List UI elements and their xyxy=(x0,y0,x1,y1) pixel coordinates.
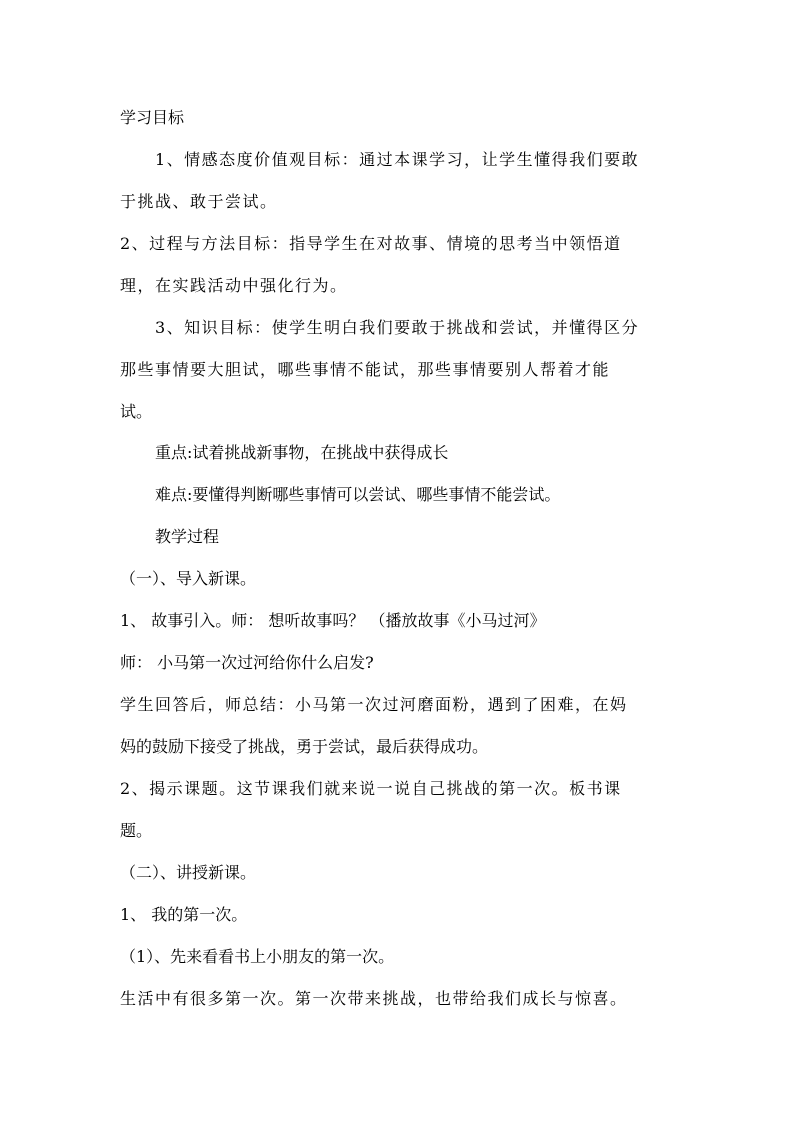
summary-line-1: 学生回答后，师总结：小马第一次过河磨面粉，遇到了困难，在妈 xyxy=(120,695,628,714)
my-first-time: 1、 我的第一次。 xyxy=(120,905,248,924)
section-heading-learning-goals: 学习目标 xyxy=(120,108,185,127)
goal-2-line-1: 2、过程与方法目标：指导学生在对故事、情境的思考当中领悟道 xyxy=(120,234,622,253)
topic-line-2: 题。 xyxy=(120,821,153,840)
summary-line-2: 妈的鼓励下接受了挑战，勇于尝试，最后获得成功。 xyxy=(120,737,489,756)
life-firsts: 生活中有很多第一次。第一次带来挑战，也带给我们成长与惊喜。 xyxy=(120,989,628,1008)
difficult-point: 难点:要懂得判断哪些事情可以尝试、哪些事情不能尝试。 xyxy=(155,485,561,504)
key-point: 重点:试着挑战新事物，在挑战中获得成长 xyxy=(155,443,449,462)
topic-line-1: 2、揭示课题。这节课我们就来说一说自己挑战的第一次。板书课 xyxy=(120,779,622,798)
goal-1-line-1: 1、情感态度价值观目标：通过本课学习，让学生懂得我们要敢 xyxy=(155,150,640,169)
process-heading: 教学过程 xyxy=(155,527,220,546)
section-1-heading: （一）、导入新课。 xyxy=(120,569,257,588)
teacher-question: 师： 小马第一次过河给你什么启发? xyxy=(120,653,374,672)
story-intro: 1、 故事引入。师： 想听故事吗？ （播放故事《小马过河》 xyxy=(120,611,546,630)
section-2-heading: （二）、讲授新课。 xyxy=(120,863,257,882)
goal-3-line-2: 那些事情要大胆试，哪些事情不能试，那些事情要别人帮着才能 xyxy=(120,360,611,379)
goal-3-line-1: 3、知识目标：使学生明白我们要敢于挑战和尝试，并懂得区分 xyxy=(155,318,640,337)
goal-3-line-3: 试。 xyxy=(120,402,153,421)
goal-2-line-2: 理，在实践活动中强化行为。 xyxy=(120,276,348,295)
goal-1-line-2: 于挑战、敢于尝试。 xyxy=(120,192,278,211)
look-at-book: （1）、先来看看书上小朋友的第一次。 xyxy=(120,947,395,966)
